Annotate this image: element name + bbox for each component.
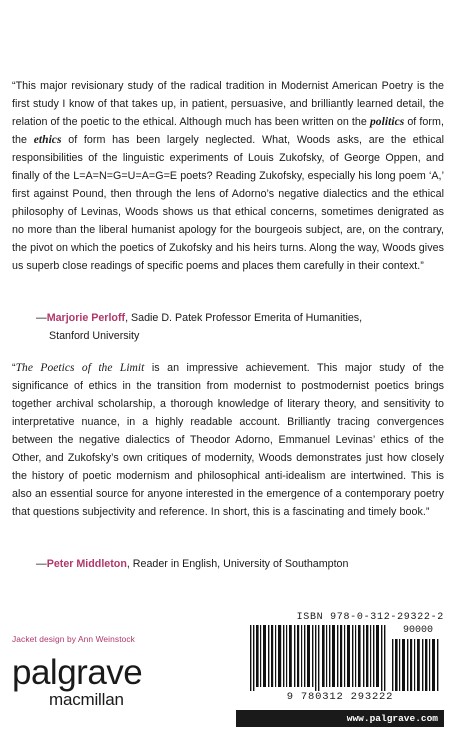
author-name: Marjorie Perloff <box>46 312 126 324</box>
author-name: Peter Middleton <box>46 558 127 570</box>
isbn-label: ISBN 978-0-312-29322-2 <box>296 612 444 623</box>
blurb-middleton <box>12 359 444 521</box>
blurb-text: “This major revisionary study of the radical tradition in Modernist American Poetry is the first study I know of that takes up, in patient, persuasive, and brilliantly learned detail, the relation of the poetic to the ethical. Although much has been written on the <box>12 80 444 128</box>
publisher-url: www.palgrave.com <box>236 710 444 727</box>
jacket-credit: Jacket design by Ann Weinstock <box>12 634 135 644</box>
emphasis-politics: politics <box>369 116 405 128</box>
blurb-text: is an impressive achievement. This major study of the significance of ethics in the transition from modernist to postmodernist poetics brings together archival scholarship, a thorough knowledge of literary theory, and sensitivity to interpretative nuance, in a highly readable account. Brilliantly tracing convergences between the negative dialectics of Theodor Adorno, Emmanuel Levinas’ ethics of the Other, and Zukofsky’s own critiques of modernity, Woods demonstrates just how closely the history of poetic modernism and philosophical anti-idealism are intertwined. This is also an essential source for anyone interested in the emergence of a contemporary poetry that questions subjectivity and reference. In short, this is a fascinating and timely book.” <box>12 362 444 518</box>
barcode-number: 9 780312 293222 <box>286 691 394 703</box>
blurb-text: of form has been largely neglected. What, Woods asks, are the ethical responsibilities of the linguistic experiments of Louis Zukofsky, of George Oppen, and finally of the L=A=N=G=U=A=G=E poets? Reading Zukofsky, especially his long poem ‘A,’ first against Pound, then through the lens of Adorno’s negative dialectics and the ethical philosophy of Levinas, Woods shows us that ethical concerns, sometimes denigrated as no more than the liberal humanist apology for the bourgeois subject, are, on the contrary, the pivot on which the poetics of Zukofsky and his heirs turns. Along the way, Woods gives us superb close readings of specific poems and places them carefully in their context.” <box>12 134 445 272</box>
attribution-perloff-line2 <box>49 327 139 345</box>
author-affiliation: , Reader in English, University of Southampton <box>126 558 349 570</box>
publisher-logo <box>12 655 162 709</box>
attribution-perloff <box>36 309 362 327</box>
price-code: 90000 <box>392 625 444 636</box>
attribution-dash: — <box>36 312 47 324</box>
open-quote: “ <box>12 362 16 374</box>
logo-palgrave: palgrave <box>12 653 143 692</box>
logo-macmillan: macmillan <box>49 690 124 709</box>
author-institution: Stanford University <box>49 330 140 342</box>
blurb-text: of form, the <box>12 116 444 146</box>
blurb-perloff <box>12 77 444 275</box>
book-title: The Poetics of the Limit <box>15 362 145 374</box>
author-affiliation: , Sadie D. Patek Professor Emerita of Humanities, <box>125 312 363 324</box>
attribution-middleton <box>36 555 348 573</box>
emphasis-ethics: ethics <box>33 134 62 146</box>
attribution-dash: — <box>36 558 47 570</box>
